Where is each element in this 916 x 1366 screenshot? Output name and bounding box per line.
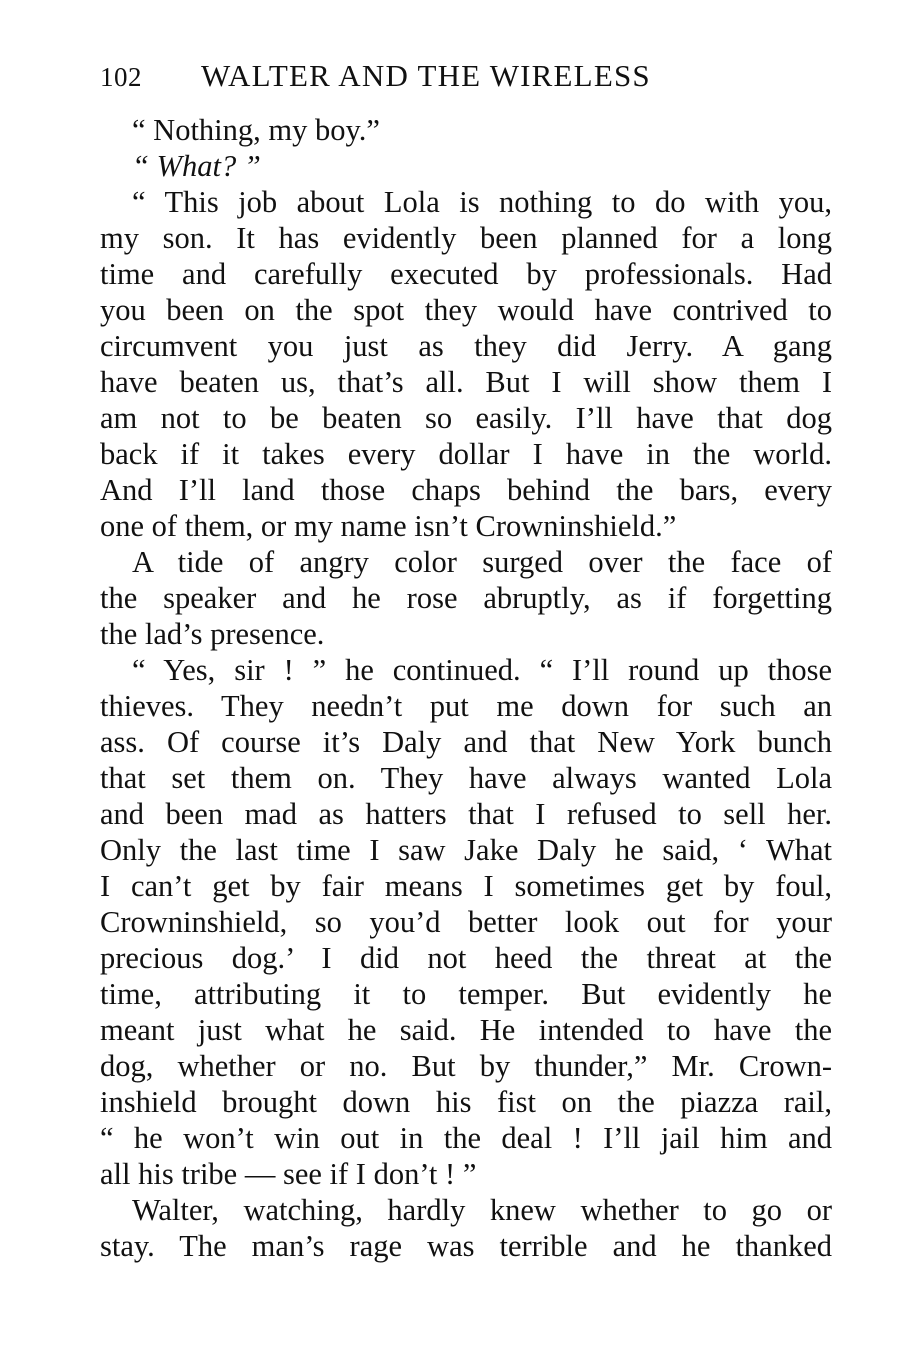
text-line: the speaker and he rose abruptly, as if forgetting: [100, 581, 832, 615]
text-line: dog, whether or no. But by thunder,” Mr. Crown-: [100, 1049, 832, 1083]
page-number: 102: [100, 62, 142, 92]
body-text: [100, 112, 832, 1264]
text-line: am not to be beaten so easily. I’ll have that dog: [100, 401, 832, 435]
text-line: ass. Of course it’s Daly and that New York bunch: [100, 725, 832, 759]
text-line: Walter, watching, hardly knew whether to go or: [132, 1193, 832, 1227]
text-line: one of them, or my name isn’t Crowninshield.”: [100, 509, 677, 543]
text-line: the lad’s presence.: [100, 617, 325, 651]
text-line: have beaten us, that’s all. But I will show them I: [100, 365, 832, 399]
text-line: Only the last time I saw Jake Daly he said, ‘ What: [100, 833, 832, 867]
text-line: “ Yes, sir ! ” he continued. “ I’ll round up those: [132, 653, 832, 687]
text-line: “ Nothing, my boy.”: [132, 113, 380, 147]
running-head: [100, 58, 840, 98]
text-line: my son. It has evidently been planned for a long: [100, 221, 832, 255]
text-line: Crowninshield, so you’d better look out for your: [100, 905, 832, 939]
text-line: stay. The man’s rage was terrible and he thanked: [100, 1229, 832, 1263]
text-line: I can’t get by fair means I sometimes get by foul,: [100, 869, 832, 903]
text-line: “ This job about Lola is nothing to do with you,: [132, 185, 832, 219]
text-line: A tide of angry color surged over the face of: [132, 545, 832, 579]
text-line: circumvent you just as they did Jerry. A gang: [100, 329, 832, 363]
text-line: all his tribe — see if I don’t ! ”: [100, 1157, 477, 1191]
text-line: time and carefully executed by professionals. Had: [100, 257, 832, 291]
text-line: “ he won’t win out in the deal ! I’ll jail him and: [100, 1121, 832, 1155]
text-line: and been mad as hatters that I refused to sell her.: [100, 797, 832, 831]
text-line: time, attributing it to temper. But evidently he: [100, 977, 832, 1011]
text-line: thieves. They needn’t put me down for such an: [100, 689, 832, 723]
text-line: that set them on. They have always wanted Lola: [100, 761, 832, 795]
text-line: back if it takes every dollar I have in the world.: [100, 437, 832, 471]
text-line: inshield brought down his fist on the piazza rail,: [100, 1085, 832, 1119]
text-line: meant just what he said. He intended to have the: [100, 1013, 832, 1047]
text-line: you been on the spot they would have contrived to: [100, 293, 832, 327]
running-title: WALTER AND THE WIRELESS: [201, 58, 651, 93]
text-line: And I’ll land those chaps behind the bars, every: [100, 473, 832, 507]
text-line: precious dog.’ I did not heed the threat at the: [100, 941, 832, 975]
text-line: “ What? ”: [132, 149, 261, 183]
